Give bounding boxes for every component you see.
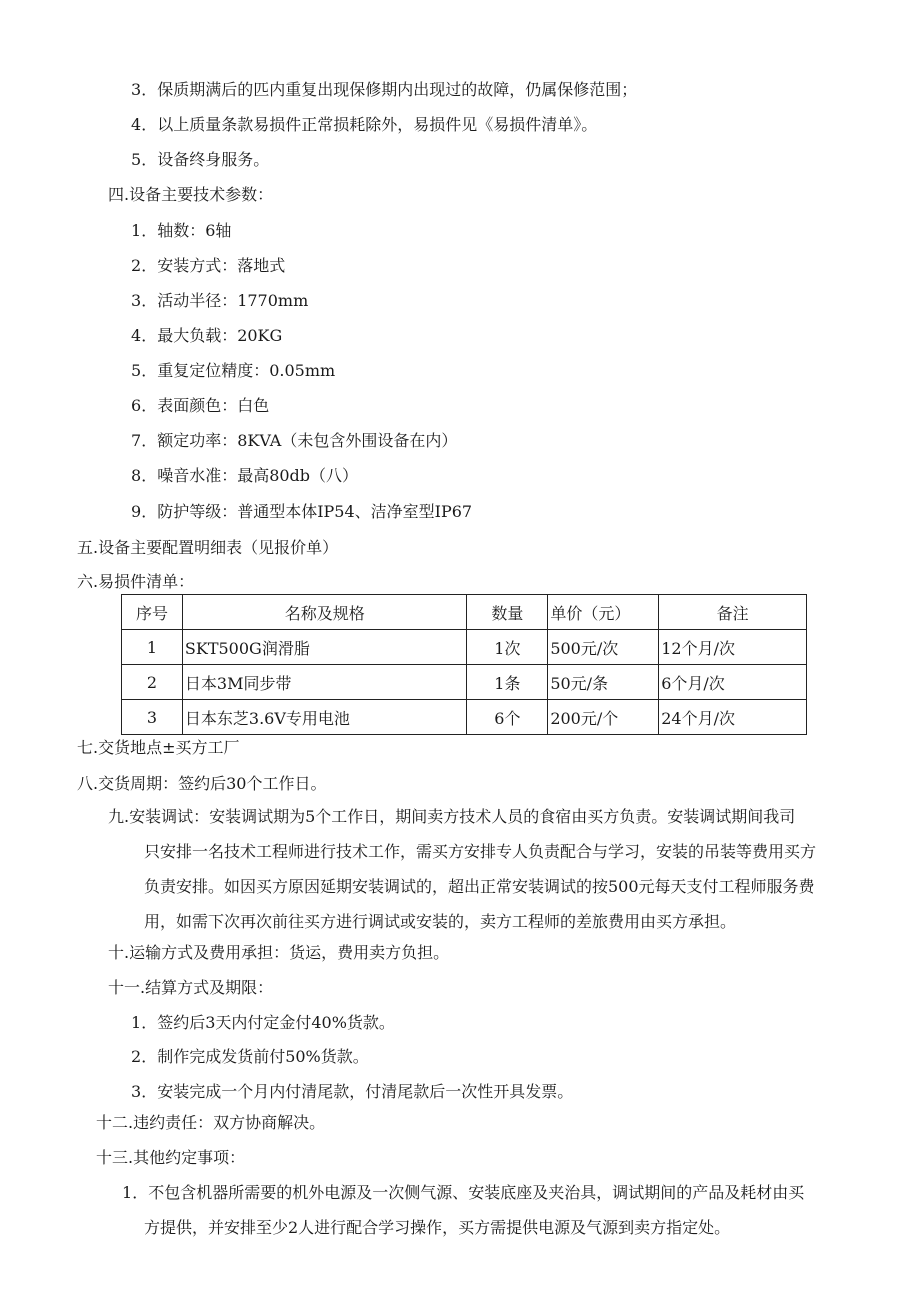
param-item-5 (131, 361, 335, 381)
param-item-3 (131, 291, 308, 311)
table-cell: 24个月/次 (659, 700, 807, 735)
table-cell: 12个月/次 (659, 630, 807, 665)
table-cell: 6个月/次 (659, 665, 807, 700)
item-text: ．设备终身服务。 (141, 150, 270, 169)
item-text: ．保质期满后的匹内重复出现保修期内出现过的故障，仍属保修范围； (141, 80, 638, 99)
item-number: 4 (131, 326, 142, 345)
table-cell: 3 (122, 700, 183, 735)
section-5-heading: 五.设备主要配置明细表（见报价单） (77, 538, 339, 557)
spare-parts-table (121, 594, 807, 735)
section-12-heading: 十二.违约责任：双方协商解决。 (96, 1113, 326, 1132)
section-9-line-2: 只安排一名技术工程师进行技术工作，需买方安排专人负责配合与学习，安装的吊装等费用买方 (144, 842, 817, 861)
item-number: 3 (131, 291, 142, 310)
section-11-heading: 十一.结算方式及期限： (108, 978, 274, 997)
item-text: ．额定功率：8KVA（未包含外围设备在内） (141, 431, 458, 450)
section-10-heading: 十.运输方式及费用承担：货运，费用卖方负担。 (108, 943, 450, 962)
param-item-9 (131, 502, 472, 522)
section-9-line-4: 用，如需下次再次前往买方进行调试或安装的，卖方工程师的差旅费用由买方承担。 (144, 912, 737, 931)
table-cell: 日本3M同步带 (182, 665, 467, 700)
table-cell: 2 (122, 665, 183, 700)
table-cell: 日本东芝3.6V专用电池 (182, 700, 467, 735)
item-number: 9 (131, 502, 142, 521)
param-item-4 (131, 326, 282, 346)
item-text: ．轴数：6轴 (141, 221, 232, 240)
item-text: ．制作完成发货前付50%货款。 (141, 1047, 369, 1066)
item-text: ．安装方式：落地式 (141, 256, 286, 275)
item-text: ．噪音水准：最高80db（八） (141, 466, 359, 485)
item-text: ．安装完成一个月内付清尾款，付清尾款后一次性开具发票。 (141, 1082, 574, 1101)
header-cell: 名称及规格 (182, 595, 467, 630)
header-cell: 备注 (659, 595, 807, 630)
param-item-6 (131, 396, 269, 416)
item-number: 6 (131, 396, 142, 415)
item-text: ．活动半径：1770mm (141, 291, 309, 310)
payment-item-3 (131, 1082, 573, 1102)
section-6-heading: 六.易损件清单： (77, 572, 195, 591)
section-9-line-1: 九.安装调试：安装调试期为5个工作日，期间卖方技术人员的食宿由买方负责。安装调试期间我司 (108, 807, 796, 826)
warranty-item-4 (131, 115, 597, 135)
table-cell: 6个 (467, 700, 548, 735)
payment-item-2 (131, 1047, 369, 1067)
param-item-2 (131, 256, 285, 276)
item-number: 1 (122, 1183, 133, 1202)
table-row (122, 665, 807, 700)
table-header-row (122, 595, 807, 630)
table-cell: 200元/个 (548, 700, 659, 735)
item-text: ．表面颜色：白色 (141, 396, 270, 415)
header-cell: 数量 (467, 595, 548, 630)
section-13-heading: 十三.其他约定事项： (96, 1148, 246, 1167)
item-text: ．以上质量条款易损件正常损耗除外，易损件见《易损件清单》。 (141, 115, 598, 134)
warranty-item-3 (131, 80, 637, 100)
item-number: 4 (131, 115, 142, 134)
table-cell: SKT500G润滑脂 (182, 630, 467, 665)
item-number: 2 (131, 256, 142, 275)
param-item-8 (131, 466, 358, 486)
item-number: 5 (131, 150, 142, 169)
header-cell: 单价（元） (548, 595, 659, 630)
item-number: 1 (131, 1013, 142, 1032)
item-number: 8 (131, 466, 142, 485)
item-text: ．重复定位精度：0.05mm (141, 361, 336, 380)
item-number: 2 (131, 1047, 142, 1066)
item-number: 3 (131, 80, 142, 99)
header-cell: 序号 (122, 595, 183, 630)
item-text: ．防护等级：普通型本体IP54、洁净室型IP67 (141, 502, 473, 521)
other-item-1-line-1 (122, 1183, 804, 1203)
table-cell: 500元/次 (548, 630, 659, 665)
table-cell: 1 (122, 630, 183, 665)
param-item-7 (131, 431, 457, 451)
section-9-line-3: 负责安排。如因买方原因延期安装调试的，超出正常安装调试的按500元每天支付工程师服务费 (144, 877, 815, 896)
item-number: 5 (131, 361, 142, 380)
item-number: 7 (131, 431, 142, 450)
item-text: ．签约后3天内付定金付40%货款。 (141, 1013, 395, 1032)
table-cell: 1条 (467, 665, 548, 700)
table-cell: 50元/条 (548, 665, 659, 700)
param-item-1 (131, 221, 231, 241)
item-number: 3 (131, 1082, 142, 1101)
table-row (122, 700, 807, 735)
section-7-heading: 七.交货地点±买方工厂 (77, 738, 240, 757)
other-item-1-line-2: 方提供，并安排至少2人进行配合学习操作，买方需提供电源及气源到卖方指定处。 (144, 1218, 731, 1237)
section-4-heading: 四.设备主要技术参数： (108, 185, 274, 204)
table-cell: 1次 (467, 630, 548, 665)
payment-item-1 (131, 1013, 395, 1033)
item-number: 1 (131, 221, 142, 240)
table-row (122, 630, 807, 665)
item-text: ．不包含机器所需要的机外电源及一次侧气源、安装底座及夹治具，调试期间的产品及耗材由买 (132, 1183, 805, 1202)
warranty-item-5 (131, 150, 269, 170)
section-8-heading: 八.交货周期：签约后30个工作日。 (77, 774, 327, 793)
item-text: ．最大负载：20KG (141, 326, 283, 345)
